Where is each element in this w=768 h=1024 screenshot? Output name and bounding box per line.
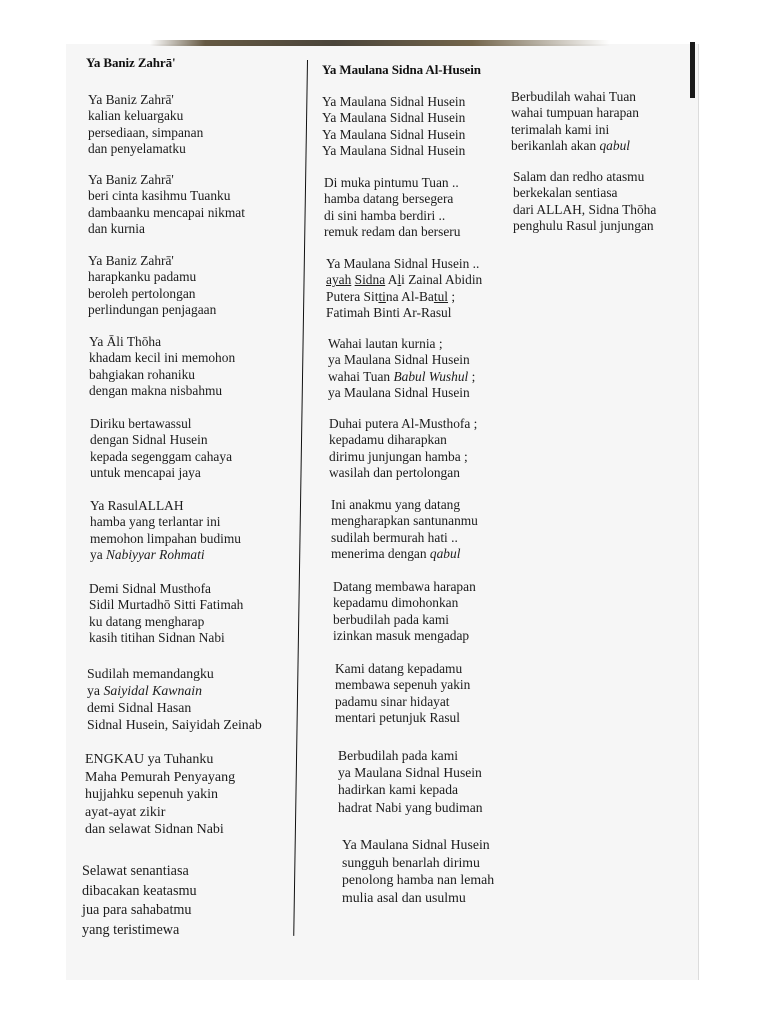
verse-line: kepada segenggam cahaya bbox=[90, 448, 233, 464]
verse-line: sungguh benarlah dirimu bbox=[342, 854, 480, 870]
verse-line: Sidnal Husein, Saiyidah Zeinab bbox=[87, 717, 262, 732]
left-stanza-6 bbox=[90, 498, 241, 564]
verse-line: padamu sinar hidayat bbox=[335, 693, 450, 709]
verse-line: memohon limpahan budimu bbox=[90, 530, 241, 546]
verse-line: hamba datang bersegera bbox=[324, 191, 454, 207]
verse-line: Ya Baniz Zahrā' bbox=[88, 172, 174, 187]
verse-line: ayat-ayat zikir bbox=[85, 804, 166, 820]
verse-line: Ya RasulALLAH bbox=[90, 498, 184, 513]
verse-line: beri cinta kasihmu Tuanku bbox=[88, 188, 231, 204]
verse-underlined: Sidna bbox=[354, 272, 386, 288]
verse-line: dengan makna nisbahmu bbox=[89, 383, 223, 399]
verse-line: perlindungan penjagaan bbox=[88, 302, 217, 318]
verse-italic-term: qabul bbox=[599, 138, 630, 154]
verse-line bbox=[326, 289, 482, 305]
verse-line bbox=[511, 138, 639, 154]
verse-line: jua para sahabatmu bbox=[82, 902, 192, 919]
verse-line: dirimu junjungan hamba ; bbox=[329, 448, 468, 464]
verse-line: yang teristimewa bbox=[82, 921, 180, 938]
verse-line: Berbudilah pada kami bbox=[338, 748, 459, 763]
verse-underlined: ayah bbox=[326, 272, 352, 288]
verse-line: berkekalan sentiasa bbox=[513, 185, 618, 201]
verse-line: dambaanku mencapai nikmat bbox=[88, 204, 245, 220]
middle-stanza-7 bbox=[333, 579, 476, 645]
verse-line: dengan Sidnal Husein bbox=[90, 432, 208, 448]
verse-line: Ya Maulana Sidnal Husein bbox=[342, 837, 490, 852]
left-stanza-5 bbox=[90, 416, 232, 482]
verse-line: hujjahku sepenuh yakin bbox=[85, 787, 218, 803]
verse-line: ya Maulana Sidnal Husein bbox=[328, 352, 470, 368]
left-stanza-8 bbox=[87, 665, 262, 733]
verse-line: Ya Maulana Sidnal Husein bbox=[322, 110, 466, 126]
verse-line: ya Maulana Sidnal Husein bbox=[328, 385, 470, 401]
verse-line bbox=[90, 547, 241, 563]
left-column-heading: Ya Baniz Zahrā' bbox=[86, 55, 176, 70]
verse-line: persediaan, simpanan bbox=[88, 124, 204, 140]
verse-italic-term: Nabiyyar Rohmati bbox=[106, 547, 205, 563]
middle-stanza-6 bbox=[331, 497, 478, 563]
verse-line: kepadamu dimohonkan bbox=[333, 595, 459, 611]
verse-line: harapkanku padamu bbox=[88, 269, 197, 285]
verse-line: remuk redam dan berseru bbox=[324, 224, 461, 240]
verse-line: Diriku bertawassul bbox=[90, 416, 192, 431]
verse-line: sudilah bermurah hati .. bbox=[331, 529, 458, 545]
verse-line: Ya Maulana Sidnal Husein bbox=[322, 94, 466, 109]
verse-line: mentari petunjuk Rasul bbox=[335, 710, 460, 726]
verse-text: A bbox=[385, 272, 398, 288]
verse-underlined: tul bbox=[433, 288, 449, 304]
verse-text: i Zainal Abidin bbox=[401, 272, 483, 288]
verse-text: menerima dengan bbox=[331, 546, 430, 562]
right-stanza-1 bbox=[511, 89, 639, 155]
verse-line: Demi Sidnal Musthofa bbox=[89, 581, 211, 596]
verse-line: dibacakan keatasmu bbox=[82, 882, 197, 899]
middle-stanza-2 bbox=[324, 175, 460, 241]
verse-line: khadam kecil ini memohon bbox=[89, 350, 236, 366]
verse-line: Di muka pintumu Tuan .. bbox=[324, 175, 459, 190]
verse-line: penolong hamba nan lemah bbox=[342, 872, 495, 888]
verse-line: terimalah kami ini bbox=[511, 121, 610, 137]
verse-line bbox=[87, 682, 262, 699]
middle-stanza-8 bbox=[335, 661, 470, 727]
middle-stanza-10 bbox=[342, 836, 494, 906]
verse-line: Kami datang kepadamu bbox=[335, 661, 463, 676]
verse-line: hadrat Nabi yang budiman bbox=[338, 799, 483, 815]
verse-line: dan penyelamatku bbox=[88, 141, 186, 157]
verse-line: beroleh pertolongan bbox=[88, 285, 196, 301]
verse-line: ENGKAU ya Tuhanku bbox=[85, 752, 214, 767]
left-stanza-4 bbox=[89, 334, 235, 400]
verse-line: Ini anakmu yang datang bbox=[331, 497, 461, 512]
verse-line: dan selawat Sidnan Nabi bbox=[85, 822, 224, 838]
verse-line bbox=[326, 272, 482, 288]
right-stanza-2 bbox=[513, 169, 656, 235]
verse-line: berbudilah pada kami bbox=[333, 611, 450, 627]
verse-line: hadirkan kami kepada bbox=[338, 782, 459, 798]
verse-text: ya bbox=[87, 683, 104, 698]
verse-text: Putera Sit bbox=[326, 288, 379, 304]
verse-text: ; bbox=[468, 368, 476, 384]
middle-stanza-5 bbox=[329, 416, 477, 482]
verse-line: dari ALLAH, Sidna Thōha bbox=[513, 201, 657, 217]
verse-line: Ya Āli Thōha bbox=[89, 334, 162, 349]
verse-text: ; bbox=[448, 288, 456, 304]
verse-line: kasih titihan Sidnan Nabi bbox=[89, 630, 225, 646]
verse-line: Fatimah Binti Ar-Rasul bbox=[326, 305, 452, 321]
verse-line: ku datang mengharap bbox=[89, 613, 205, 629]
verse-line: Ya Maulana Sidnal Husein .. bbox=[326, 256, 480, 271]
verse-text: berikanlah akan bbox=[511, 138, 600, 154]
left-stanza-3 bbox=[88, 253, 216, 319]
verse-text: na Al-Ba bbox=[385, 288, 434, 304]
verse-line: kepadamu diharapkan bbox=[329, 432, 447, 448]
verse-text: ya bbox=[90, 547, 106, 563]
verse-line: Berbudilah wahai Tuan bbox=[511, 89, 636, 104]
verse-line: demi Sidnal Hasan bbox=[87, 700, 192, 715]
left-stanza-9 bbox=[85, 751, 235, 839]
verse-line: Ya Baniz Zahrā' bbox=[88, 92, 174, 107]
verse-line: wahai tumpuan harapan bbox=[511, 105, 639, 121]
verse-line: Ya Maulana Sidnal Husein bbox=[322, 143, 466, 159]
edge-mark bbox=[690, 42, 695, 98]
verse-line: bahgiakan rohaniku bbox=[89, 366, 195, 382]
verse-line: wasilah dan pertolongan bbox=[329, 465, 460, 481]
verse-underlined: l bbox=[397, 272, 402, 288]
left-stanza-7 bbox=[89, 581, 243, 647]
verse-line: Datang membawa harapan bbox=[333, 579, 476, 594]
verse-line: di sini hamba berdiri .. bbox=[324, 207, 446, 223]
verse-line: Sidil Murtadhō Sitti Fatimah bbox=[89, 597, 244, 613]
middle-stanza-1 bbox=[322, 94, 465, 160]
verse-line: mengharapkan santunanmu bbox=[331, 513, 478, 529]
verse-line bbox=[328, 369, 475, 385]
middle-stanza-4 bbox=[328, 336, 475, 402]
left-stanza-10 bbox=[82, 862, 197, 940]
verse-line: Wahai lautan kurnia ; bbox=[328, 336, 443, 351]
middle-column-heading: Ya Maulana Sidna Al-Husein bbox=[322, 62, 481, 77]
decorative-top-border bbox=[150, 40, 610, 46]
verse-italic-term: qabul bbox=[429, 546, 461, 562]
verse-line: izinkan masuk mengadap bbox=[333, 628, 470, 644]
verse-line: Selawat senantiasa bbox=[82, 863, 189, 879]
verse-line: Maha Pemurah Penyayang bbox=[85, 769, 236, 785]
verse-line: Sudilah memandangku bbox=[87, 666, 214, 681]
verse-underlined: ti bbox=[378, 288, 386, 304]
verse-line: Ya Baniz Zahrā' bbox=[88, 253, 174, 268]
verse-line: untuk mencapai jaya bbox=[90, 465, 201, 481]
verse-line: hamba yang terlantar ini bbox=[90, 514, 221, 530]
verse-line: penghulu Rasul junjungan bbox=[513, 218, 654, 234]
verse-line: Duhai putera Al-Musthofa ; bbox=[329, 416, 478, 431]
middle-stanza-9 bbox=[338, 747, 483, 816]
verse-italic-term: Babul Wushul bbox=[393, 368, 469, 384]
verse-italic-term: Saiyidal Kawnain bbox=[103, 683, 202, 698]
middle-stanza-3 bbox=[326, 256, 482, 322]
verse-line: mulia asal dan usulmu bbox=[342, 889, 466, 905]
left-stanza-2 bbox=[88, 172, 245, 238]
verse-line: Salam dan redho atasmu bbox=[513, 169, 645, 184]
verse-line bbox=[331, 546, 478, 562]
verse-line: Ya Maulana Sidnal Husein bbox=[322, 126, 466, 142]
verse-line: kalian keluargaku bbox=[88, 108, 184, 124]
verse-line: membawa sepenuh yakin bbox=[335, 677, 471, 693]
verse-line: dan kurnia bbox=[88, 221, 145, 237]
left-stanza-1 bbox=[88, 92, 203, 158]
verse-text: wahai Tuan bbox=[328, 368, 394, 384]
verse-line: ya Maulana Sidnal Husein bbox=[338, 765, 482, 781]
